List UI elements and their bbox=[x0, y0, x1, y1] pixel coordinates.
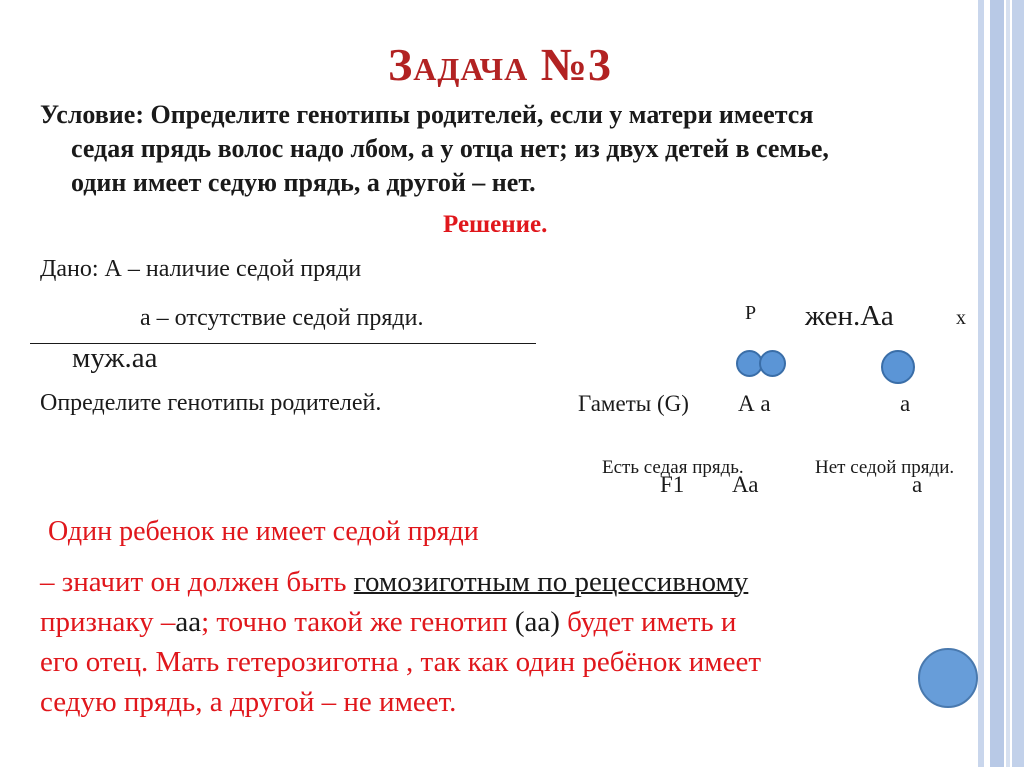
condition-line-3: один имеет седую прядь, а другой – нет. bbox=[71, 168, 536, 197]
given-line-2: а – отсутствие седой пряди. bbox=[140, 305, 424, 331]
gamete-circle-female-2 bbox=[759, 350, 786, 377]
border-stripe-1 bbox=[978, 0, 984, 767]
f1-child-1: Аа bbox=[732, 472, 759, 497]
gametes-male: а bbox=[900, 391, 911, 416]
child-2-description: Нет седой пряди. bbox=[815, 457, 955, 478]
explanation-line-1: Один ребенок не имеет седой пряди bbox=[48, 516, 479, 547]
gametes-label: Гаметы (G) bbox=[578, 391, 689, 416]
f1-child-2: а bbox=[912, 472, 923, 497]
explanation-line-3-c: ; точно такой же генотип bbox=[201, 606, 515, 638]
decorative-circle bbox=[918, 648, 978, 708]
parents-label: Р bbox=[745, 302, 757, 324]
male-genotype: муж.аа bbox=[72, 342, 158, 374]
cross-sign: х bbox=[956, 307, 966, 329]
explanation-line-5: седую прядь, а другой – не имеет. bbox=[40, 686, 457, 718]
f1-label: F1 bbox=[660, 472, 685, 497]
explanation-line-3-e: будет иметь и bbox=[559, 606, 737, 638]
explanation-line-4: его отец. Мать гетерозиготна , так как один ребёнок имеет bbox=[40, 646, 761, 678]
border-stripe-5 bbox=[1012, 0, 1024, 767]
gametes-female: А а bbox=[738, 391, 771, 416]
condition-line-1: Условие: Определите генотипы родителей, если у матери имеется bbox=[40, 100, 814, 129]
explanation-line-3 bbox=[40, 606, 736, 639]
border-stripe-2 bbox=[986, 0, 989, 767]
explanation-line-2 bbox=[40, 566, 748, 599]
explanation-line-3-b: аа bbox=[175, 606, 202, 638]
border-stripe-4 bbox=[1006, 0, 1010, 767]
gamete-circle-male bbox=[881, 350, 915, 384]
given-line-4: Определите генотипы родителей. bbox=[40, 390, 382, 416]
solution-heading: Решение. bbox=[443, 211, 548, 238]
explanation-line-2-a: – значит он должен быть bbox=[40, 566, 354, 598]
female-genotype: жен.Аа bbox=[805, 300, 894, 332]
explanation-line-3-a: признаку – bbox=[40, 606, 176, 638]
explanation-line-2-b: гомозиготным по рецессивному bbox=[353, 566, 749, 598]
border-stripe-3 bbox=[990, 0, 1004, 767]
condition-line-2: седая прядь волос надо лбом, а у отца нет; из двух детей в семье, bbox=[71, 134, 829, 163]
given-line-1: Дано: А – наличие седой пряди bbox=[40, 256, 362, 282]
child-1-description: Есть седая прядь. bbox=[602, 457, 744, 478]
explanation-line-3-d: (аа) bbox=[514, 606, 560, 638]
slide-title: Задача №3 bbox=[388, 39, 612, 90]
